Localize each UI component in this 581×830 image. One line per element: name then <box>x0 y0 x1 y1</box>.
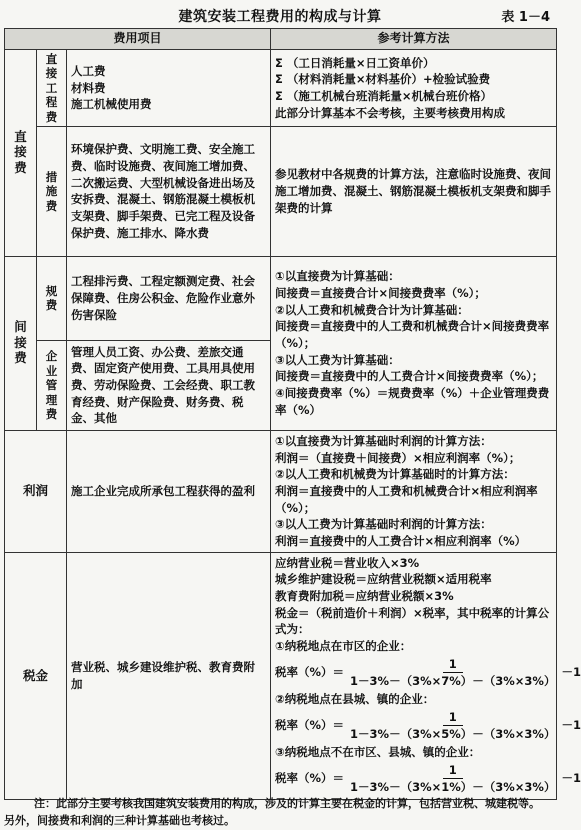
table-row <box>5 256 557 340</box>
tax-formula-county: 税率（%）＝ $\frac{1}{1-3\%-(3\%\times 5\%)-(3\%\times 3\%)}$ －1 <box>275 709 581 742</box>
sub-measures: 措施费 <box>37 126 67 256</box>
page-title: 建筑安装工程费用的构成与计算 <box>178 9 382 25</box>
footnote-line-1: 注：此部分主要考核我国建筑安装费用的构成，涉及的计算主要在税金的计算，包括营业税、城建税等。 <box>34 797 540 810</box>
table-row <box>5 430 557 552</box>
sub-mgmt: 企业管理费 <box>37 340 67 430</box>
method-indirect: ①以直接费为计算基础： 间接费＝直接费合计×间接费费率（%）； ②以人工费和机械费合计为计算基础： 间接费＝直接费中的人工费和机械费合计×间接费费率（%）； ③以人工费为计算基础： 间接费＝直接费中的人工费合计×间接费费率（%）； ④间接费费率（%）＝规费费率（%）＋企业管理费费率（%） <box>271 256 557 430</box>
method-measures: 参见教材中各规费的计算方法，注意临时设施费、夜间施工增加费、混凝土、钢筋混凝土模板机支架费和脚手架费的计算 <box>271 126 557 256</box>
method-profit: ①以直接费为计算基础时利润的计算方法： 利润＝（直接费＋间接费）×相应利润率（%）； ②以人工费和机械费为计算基础时的计算方法： 利润＝直接费中的人工费和机械费合计×相应利润率（%）； ③以人工费为计算基础时利润的计算方法： 利润＝直接费中的人工费合计×相应利润率（%） <box>271 430 557 552</box>
header-method: 参考计算方法 <box>271 29 557 50</box>
category-tax: 税金 <box>5 552 67 799</box>
items-direct-eng: 人工费 材料费 施工机械使用费 <box>67 50 271 127</box>
method-tax: 应纳营业税＝营业收入×3% 城乡维护建设税＝应纳营业税额×适用税率 教育费附加税＝应纳营业税额×3% 税金＝（税前造价＋利润）×税率，其中税率的计算公式为： ①纳税地点在市区的企业： 税率（%）＝ $\frac{1}{1-3\%-(3\%\times 7\%)-(3\%\times 3\%)}$ －1 ②纳税地点在县城、镇的企业： 税率（%）＝ $\frac{1}{1-3\%-(3\%\times 5\%)-(3\%\times 3\%)}$ －1 ③纳税地点不在市区、县城、镇的企业： 税率（%）＝ $\frac{1}{1-3\%-(3\%\times 1\%)-(3\%\times 3\%)}$ －1 <box>271 552 557 799</box>
table-number: 表 1－4 <box>501 10 550 25</box>
category-indirect: 间接费 <box>5 256 37 430</box>
items-tax: 营业税、城乡建设维护税、教育费附加 <box>67 552 271 799</box>
title-row <box>0 0 560 26</box>
sub-fees: 规费 <box>37 256 67 340</box>
tax-formula-other: 税率（%）＝ $\frac{1}{1-3\%-(3\%\times 1\%)-(3\%\times 3\%)}$ －1 <box>275 762 581 795</box>
table-row <box>5 126 557 256</box>
header-cost-item: 费用项目 <box>5 29 271 50</box>
footnote-line-2: 另外，间接费和利润的三种计算基础也考核过。 <box>4 814 235 828</box>
items-profit: 施工企业完成所承包工程获得的盈利 <box>67 430 271 552</box>
category-profit: 利润 <box>5 430 67 552</box>
category-direct: 直接费 <box>5 50 37 257</box>
cost-table <box>4 28 581 800</box>
items-mgmt: 管理人员工资、办公费、差旅交通费、固定资产使用费、工具用具使用费、劳动保险费、工会经费、职工教育经费、财产保险费、财务费、税金、其他 <box>67 340 271 430</box>
method-direct-eng: Σ （工日消耗量×日工资单价） Σ （材料消耗量×材料基价）+检验试验费 Σ （施工机械台班消耗量×机械台班价格） 此部分计算基本不会考核，主要考核费用构成 <box>271 50 557 127</box>
items-fees: 工程排污费、工程定额测定费、社会保障费、住房公积金、危险作业意外伤害保险 <box>67 256 271 340</box>
tax-formula-city: 税率（%）＝ $\frac{1}{1-3\%-(3\%\times 7\%)-(3\%\times 3\%)}$ －1 <box>275 656 581 689</box>
table-row <box>5 50 557 127</box>
sub-direct-eng: 直接工程费 <box>37 50 67 127</box>
table-row <box>5 552 557 799</box>
footnote <box>4 795 556 829</box>
items-measures: 环境保护费、文明施工费、安全施工费、临时设施费、夜间施工增加费、二次搬运费、大型机械设备进出场及安拆费、混凝土、钢筋混凝土模板机支架费、脚手架费、已完工程及设备保护费、施工排水、降水费 <box>67 126 271 256</box>
